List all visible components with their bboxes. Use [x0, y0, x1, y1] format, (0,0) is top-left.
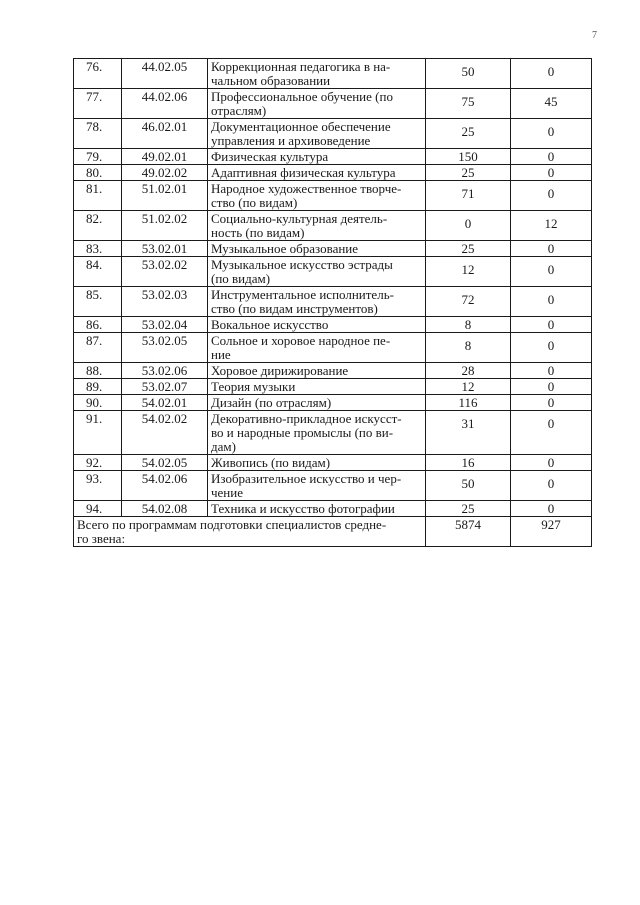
- value-b-cell: 0: [511, 287, 592, 317]
- value-b-cell: 45: [511, 89, 592, 119]
- row-number-cell: 80.: [74, 165, 122, 181]
- table-row: [74, 317, 592, 333]
- specialty-code-cell: 53.02.02: [122, 257, 208, 287]
- table-row: [74, 241, 592, 257]
- row-number-cell: 81.: [74, 181, 122, 211]
- value-b-cell: 0: [511, 333, 592, 363]
- value-b-cell: 0: [511, 119, 592, 149]
- specialties-table: [73, 58, 592, 547]
- value-b-cell: 0: [511, 165, 592, 181]
- specialty-name-cell: Вокальное искусство: [208, 317, 426, 333]
- specialty-code-cell: 54.02.01: [122, 395, 208, 411]
- value-a-cell: 28: [426, 363, 511, 379]
- row-number-cell: 90.: [74, 395, 122, 411]
- value-b-cell: 0: [511, 411, 592, 455]
- table-row: [74, 363, 592, 379]
- specialty-code-cell: 54.02.08: [122, 501, 208, 517]
- specialty-name-cell: Инструментальное исполнитель- ство (по видам инструментов): [208, 287, 426, 317]
- row-number-cell: 88.: [74, 363, 122, 379]
- page-number: 7: [592, 30, 597, 41]
- row-number-cell: 93.: [74, 471, 122, 501]
- table-row: [74, 211, 592, 241]
- specialty-code-cell: 53.02.01: [122, 241, 208, 257]
- value-a-cell: 12: [426, 379, 511, 395]
- value-a-cell: 8: [426, 317, 511, 333]
- value-b-cell: 0: [511, 455, 592, 471]
- value-a-cell: 16: [426, 455, 511, 471]
- table-row: [74, 287, 592, 317]
- value-a-cell: 25: [426, 165, 511, 181]
- specialty-name-cell: Музыкальное искусство эстрады (по видам): [208, 257, 426, 287]
- value-b-cell: 0: [511, 317, 592, 333]
- value-b-cell: 0: [511, 379, 592, 395]
- row-number-cell: 84.: [74, 257, 122, 287]
- row-number-cell: 92.: [74, 455, 122, 471]
- table-row: [74, 379, 592, 395]
- total-row: [74, 517, 592, 547]
- value-a-cell: 150: [426, 149, 511, 165]
- table-row: [74, 149, 592, 165]
- specialty-code-cell: 54.02.02: [122, 411, 208, 455]
- specialty-name-cell: Музыкальное образование: [208, 241, 426, 257]
- value-a-cell: 12: [426, 257, 511, 287]
- value-b-cell: 12: [511, 211, 592, 241]
- row-number-cell: 76.: [74, 59, 122, 89]
- table-row: [74, 257, 592, 287]
- specialty-name-cell: Адаптивная физическая культура: [208, 165, 426, 181]
- row-number-cell: 87.: [74, 333, 122, 363]
- row-number-cell: 83.: [74, 241, 122, 257]
- value-a-cell: 50: [426, 471, 511, 501]
- value-a-cell: 71: [426, 181, 511, 211]
- specialty-name-cell: Профессиональное обучение (по отраслям): [208, 89, 426, 119]
- value-b-cell: 0: [511, 501, 592, 517]
- row-number-cell: 91.: [74, 411, 122, 455]
- value-b-cell: 0: [511, 181, 592, 211]
- total-value-b-cell: 927: [511, 517, 592, 547]
- specialty-code-cell: 54.02.06: [122, 471, 208, 501]
- specialty-code-cell: 53.02.05: [122, 333, 208, 363]
- table-row: [74, 455, 592, 471]
- value-b-cell: 0: [511, 257, 592, 287]
- value-a-cell: 25: [426, 119, 511, 149]
- table-row: [74, 119, 592, 149]
- specialty-name-cell: Изобразительное искусство и чер- чение: [208, 471, 426, 501]
- total-label-cell: Всего по программам подготовки специалистов средне- го звена:: [74, 517, 426, 547]
- specialty-code-cell: 49.02.02: [122, 165, 208, 181]
- value-a-cell: 25: [426, 241, 511, 257]
- table-row: [74, 333, 592, 363]
- table-row: [74, 165, 592, 181]
- specialty-name-cell: Дизайн (по отраслям): [208, 395, 426, 411]
- specialty-code-cell: 53.02.07: [122, 379, 208, 395]
- value-b-cell: 0: [511, 241, 592, 257]
- value-b-cell: 0: [511, 471, 592, 501]
- specialty-name-cell: Живопись (по видам): [208, 455, 426, 471]
- table-row: [74, 89, 592, 119]
- specialty-code-cell: 44.02.05: [122, 59, 208, 89]
- value-b-cell: 0: [511, 59, 592, 89]
- table-row: [74, 181, 592, 211]
- specialty-code-cell: 53.02.03: [122, 287, 208, 317]
- row-number-cell: 89.: [74, 379, 122, 395]
- specialty-code-cell: 53.02.04: [122, 317, 208, 333]
- table-row: [74, 59, 592, 89]
- table-row: [74, 501, 592, 517]
- value-a-cell: 25: [426, 501, 511, 517]
- specialty-name-cell: Социально-культурная деятель- ность (по видам): [208, 211, 426, 241]
- specialty-code-cell: 44.02.06: [122, 89, 208, 119]
- value-a-cell: 72: [426, 287, 511, 317]
- specialty-name-cell: Техника и искусство фотографии: [208, 501, 426, 517]
- specialty-code-cell: 51.02.01: [122, 181, 208, 211]
- table-row: [74, 471, 592, 501]
- specialty-name-cell: Декоративно-прикладное искусст- во и народные промыслы (по ви- дам): [208, 411, 426, 455]
- row-number-cell: 79.: [74, 149, 122, 165]
- specialty-name-cell: Сольное и хоровое народное пе- ние: [208, 333, 426, 363]
- specialty-name-cell: Коррекционная педагогика в на- чальном образовании: [208, 59, 426, 89]
- row-number-cell: 77.: [74, 89, 122, 119]
- specialty-code-cell: 49.02.01: [122, 149, 208, 165]
- value-a-cell: 50: [426, 59, 511, 89]
- specialty-code-cell: 51.02.02: [122, 211, 208, 241]
- row-number-cell: 85.: [74, 287, 122, 317]
- specialty-name-cell: Народное художественное творче- ство (по видам): [208, 181, 426, 211]
- row-number-cell: 78.: [74, 119, 122, 149]
- value-a-cell: 116: [426, 395, 511, 411]
- specialty-code-cell: 46.02.01: [122, 119, 208, 149]
- row-number-cell: 82.: [74, 211, 122, 241]
- total-value-a-cell: 5874: [426, 517, 511, 547]
- value-b-cell: 0: [511, 149, 592, 165]
- value-a-cell: 0: [426, 211, 511, 241]
- specialty-name-cell: Документационное обеспечение управления и архивоведение: [208, 119, 426, 149]
- specialty-code-cell: 53.02.06: [122, 363, 208, 379]
- specialty-name-cell: Теория музыки: [208, 379, 426, 395]
- value-b-cell: 0: [511, 395, 592, 411]
- specialty-name-cell: Хоровое дирижирование: [208, 363, 426, 379]
- row-number-cell: 86.: [74, 317, 122, 333]
- value-b-cell: 0: [511, 363, 592, 379]
- specialty-code-cell: 54.02.05: [122, 455, 208, 471]
- value-a-cell: 31: [426, 411, 511, 455]
- specialty-name-cell: Физическая культура: [208, 149, 426, 165]
- table-row: [74, 395, 592, 411]
- table-row: [74, 411, 592, 455]
- value-a-cell: 75: [426, 89, 511, 119]
- value-a-cell: 8: [426, 333, 511, 363]
- row-number-cell: 94.: [74, 501, 122, 517]
